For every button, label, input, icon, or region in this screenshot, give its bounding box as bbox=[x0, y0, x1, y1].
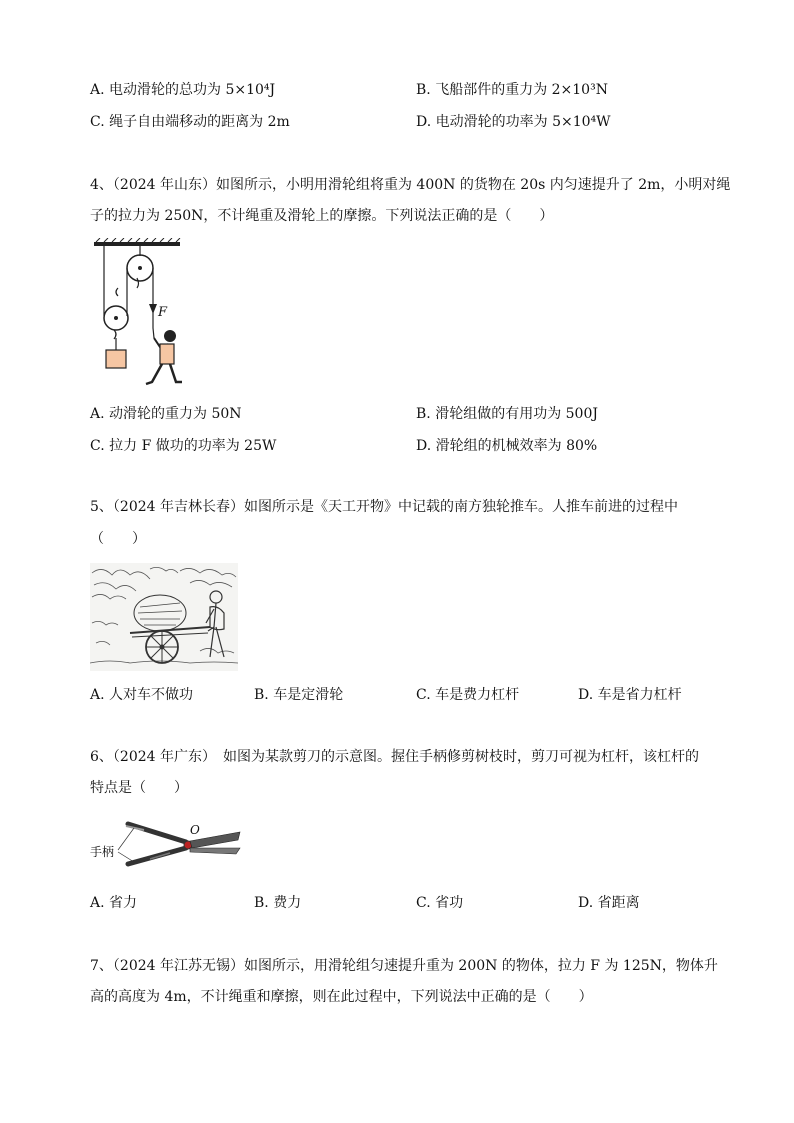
q5-option-a: A. 人对车不做功 bbox=[90, 687, 194, 703]
q3-option-b: B. 飞船部件的重力为 2×10³N bbox=[416, 82, 608, 98]
q3-option-d: D. 电动滑轮的功率为 5×10⁴W bbox=[416, 114, 611, 130]
q5-option-b: B. 车是定滑轮 bbox=[254, 687, 344, 703]
q4-option-d: D. 滑轮组的机械效率为 80% bbox=[416, 438, 598, 454]
q6-option-d: D. 省距离 bbox=[578, 895, 640, 911]
q6-text-line2: 特点是（ ） bbox=[90, 780, 188, 796]
q3-option-a: A. 电动滑轮的总功为 5×10⁴J bbox=[90, 82, 276, 98]
q5-text-line2: （ ） bbox=[90, 531, 146, 547]
ceiling-bar bbox=[94, 242, 180, 246]
q4-option-a: A. 动滑轮的重力为 50N bbox=[90, 406, 242, 422]
q6-option-c: C. 省功 bbox=[416, 895, 464, 911]
q4-text-line2: 子的拉力为 250N，不计绳重及滑轮上的摩擦。下列说法正确的是（ ） bbox=[90, 208, 554, 224]
lower-handle bbox=[128, 848, 186, 864]
q5-option-c: C. 车是费力杠杆 bbox=[416, 687, 520, 703]
q4-text-line1: 4、（2024 年山东）如图所示，小明用滑轮组将重为 400N 的货物在 20s 内匀速提升了 2m，小明对绳 bbox=[90, 177, 731, 193]
q5-option-d: D. 车是省力杠杆 bbox=[578, 687, 682, 703]
q7-text-line2: 高的高度为 4m，不计绳重和摩擦，则在此过程中，下列说法中正确的是（ ） bbox=[90, 989, 593, 1005]
pivot-label-o: O bbox=[190, 823, 200, 837]
person-pulling-rope bbox=[146, 328, 182, 384]
wheelbarrow-engraving-figure bbox=[90, 563, 238, 671]
q7-text-line1: 7、（2024 年江苏无锡）如图所示，用滑轮组匀速提升重为 200N 的物体，拉力 F 为 125N，物体升 bbox=[90, 958, 718, 974]
q6-option-b: B. 费力 bbox=[254, 895, 302, 911]
q4-option-b: B. 滑轮组做的有用功为 500J bbox=[416, 406, 598, 422]
q4-option-c: C. 拉力 F 做功的功率为 25W bbox=[90, 438, 277, 454]
lower-blade bbox=[190, 848, 240, 854]
pulley-system-figure bbox=[90, 238, 200, 390]
shears-figure bbox=[90, 814, 244, 880]
q6-text-line1: 6、（2024 年广东） 如图为某款剪刀的示意图。握住手柄修剪树枝时，剪刀可视为杠杆，该杠杆的 bbox=[90, 749, 699, 765]
q6-option-a: A. 省力 bbox=[90, 895, 138, 911]
q5-text-line1: 5、（2024 年吉林长春）如图所示是《天工开物》中记载的南方独轮推车。人推车前进的过程中 bbox=[90, 499, 678, 515]
q3-option-c: C. 绳子自由端移动的距离为 2m bbox=[90, 114, 290, 130]
cargo-box bbox=[106, 350, 126, 368]
handle-label: 手柄 bbox=[90, 845, 115, 859]
upper-handle bbox=[128, 824, 186, 842]
force-label-f: F bbox=[158, 305, 168, 320]
